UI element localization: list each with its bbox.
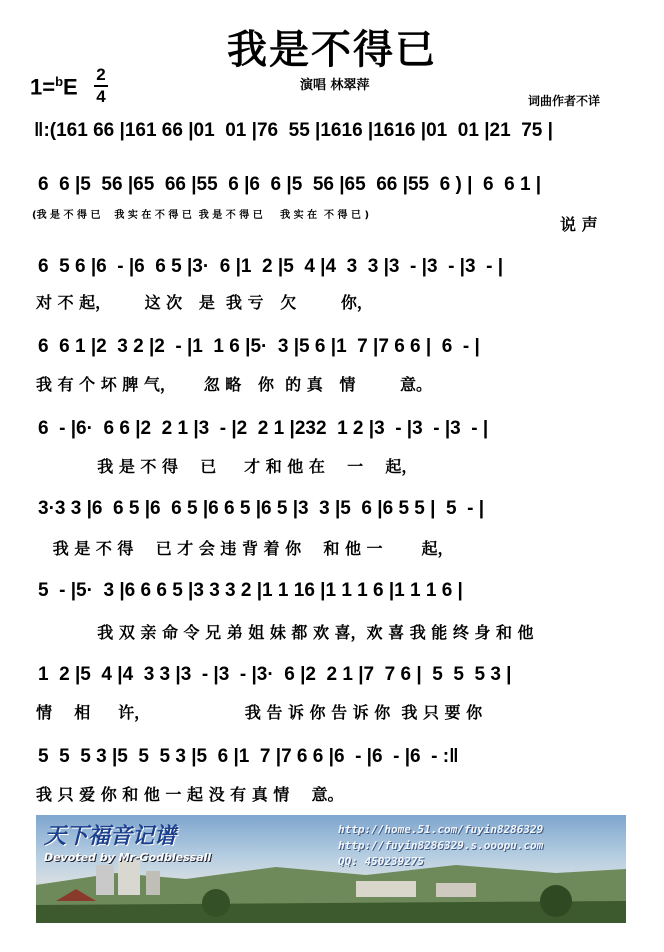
publisher-banner: [36, 815, 626, 923]
notation-line-6: 3·3 3 |6 6 5 |6 6 5 |6 6 5 |6 5 |3 3 |5 6 |6 5 5 | 5 - |: [38, 498, 485, 519]
notation-line-3: 6 5 6 |6 - |6 6 5 |3· 6 |1 2 |5 4 |4 3 3 |3 - |3 - |3 - |: [38, 256, 504, 277]
notation-line-9: 5 5 5 3 |5 5 5 3 |5 6 |1 7 |7 6 6 |6 - |6 - |6 - :‖: [38, 746, 459, 767]
time-top: 2: [96, 65, 106, 84]
key-note: E: [63, 74, 78, 100]
lyric-line-3: 对 不 起， 这 次 是 我 亏 欠 你，: [36, 293, 373, 312]
composer-credit: 词曲作者不详: [528, 94, 601, 108]
building-1: [96, 865, 114, 895]
tree-1: [202, 889, 230, 917]
building-5: [436, 883, 476, 897]
tree-2: [540, 885, 572, 917]
key-signature: [30, 74, 78, 100]
notation-line-8: 1 2 |5 4 |4 3 3 |3 - |3 - |3· 6 |2 2 1 |7 7 6 | 5 5 5 3 |: [38, 664, 512, 685]
lyric-line-9: 我 只 爱 你 和 他 一 起 没 有 真 情 意。: [36, 785, 344, 804]
time-signature: [92, 66, 110, 106]
flat-symbol: b: [55, 74, 64, 89]
banner-link-home[interactable]: http://home.51.com/fuyin8286329: [338, 823, 544, 836]
notation-line-5: 6 - |6· 6 6 |2 2 1 |3 - |2 2 1 |232 1 2 |3 - |3 - |3 - |: [38, 418, 489, 439]
lyric-line-5: 我 是 不 得 已 才 和 他 在 一 起，: [36, 457, 418, 476]
building-4: [356, 881, 416, 897]
song-title: 我是不得已: [227, 27, 437, 73]
banner-subtitle: Devoted by Mr-Godblessall: [44, 851, 212, 864]
notation-line-2: 6 6 |5 56 |65 66 |55 6 |6 6 |5 56 |65 66 |55 6 ) | 6 6 1 |: [38, 174, 542, 195]
notation-line-1: ‖:(161 66 |161 66 |01 01 |76 55 |1616 |1616 |01 01 |21 75 |: [34, 120, 553, 141]
notation-line-4: 6 6 1 |2 3 2 |2 - |1 1 6 |5· 3 |5 6 |1 7 |7 6 6 | 6 - |: [38, 336, 480, 357]
time-bottom: 4: [96, 87, 106, 106]
lyric-line-7: 我 双 亲 命 令 兄 弟 姐 妹 都 欢 喜，欢 喜 我 能 终 身 和 他: [36, 623, 534, 642]
building-2: [118, 859, 140, 895]
lyric-line-2-tail: 说 声: [560, 215, 598, 234]
lyric-line-6: 我 是 不 得 已 才 会 违 背 着 你 和 他 一 起，: [36, 539, 454, 558]
notation-line-7: 5 - |5· 3 |6 6 6 5 |3 3 3 2 |1 1 16 |1 1 1 6 |1 1 1 6 |: [38, 580, 463, 601]
building-3: [146, 871, 160, 895]
lyric-line-2: (我 是 不 得 已 我 实 在 不 得 已 我 是 不 得 已 我 实 在 不 得 已 ): [32, 210, 370, 221]
banner-link-blog[interactable]: http://fuyin8286329.s.ooopu.com: [338, 839, 544, 852]
lyric-line-8: 情 相 许， 我 告 诉 你 告 诉 你 我 只 要 你: [36, 703, 483, 722]
banner-title: 天下福音记谱: [44, 824, 177, 849]
key-prefix: 1=: [30, 74, 56, 100]
singer-credit: 演唱 林翠萍: [300, 78, 370, 93]
lyric-line-4: 我 有 个 坏 脾 气， 忽 略 你 的 真 情 意。: [36, 375, 432, 394]
banner-qq: QQ: 450239275: [338, 855, 425, 868]
